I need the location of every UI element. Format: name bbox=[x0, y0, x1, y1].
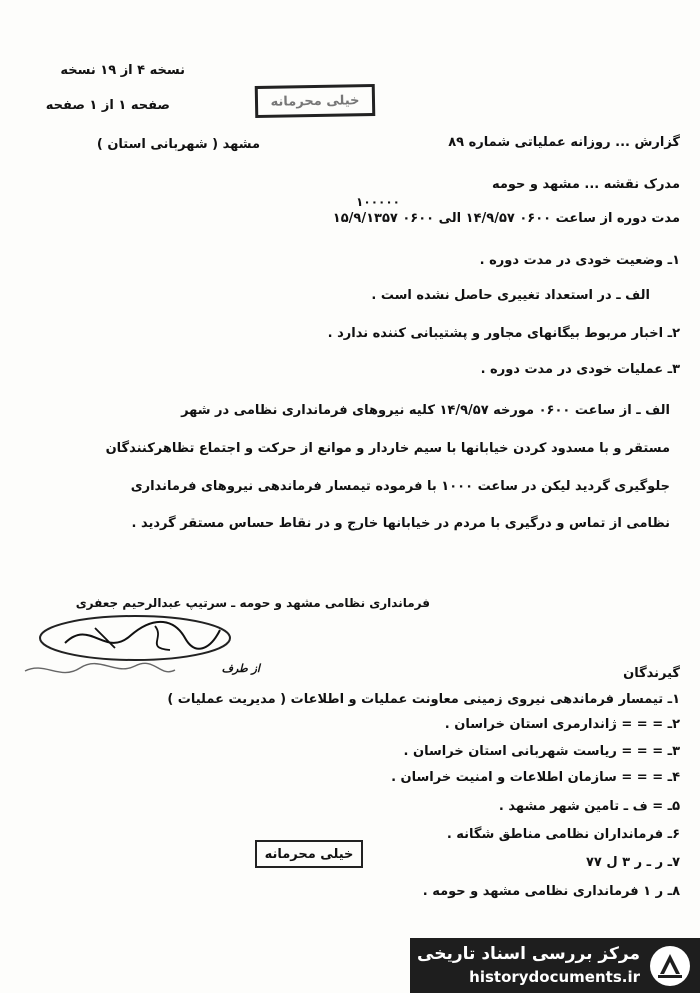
section-3a-line-2: مستقر و با مسدود کردن خیابانها با سیم خاردار و موانع از حرکت و اجتماع تظاهرکنندگان bbox=[105, 441, 670, 456]
recipients-heading: گیرندگان bbox=[623, 666, 680, 681]
recipient-item: ۴ـ = = = سازمان اطلاعات و امنیت خراسان . bbox=[391, 770, 680, 785]
map-scale: ۱۰۰۰۰۰ bbox=[356, 195, 400, 209]
section-2: ۲ـ اخبار مربوط بیگانهای مجاور و پشتیبانی کننده ندارد . bbox=[327, 326, 680, 341]
map-reference: مدرک نقشه ... مشهد و حومه bbox=[491, 177, 680, 192]
recipient-item: ۷ـ ر ـ ر ۳ ل ۷۷ bbox=[585, 855, 680, 870]
on-behalf-label: از طرف bbox=[221, 662, 260, 675]
classification-stamp-text: خیلی محرمانه bbox=[270, 92, 360, 110]
recipient-item: ۵ـ = ف ـ تامین شهر مشهد . bbox=[498, 799, 680, 814]
archive-logo-icon bbox=[648, 944, 692, 988]
archive-url: historydocuments.ir bbox=[469, 968, 640, 986]
signer-line: فرمانداری نظامی مشهد و حومه ـ سرتیپ عبدالرحیم جعفری bbox=[75, 596, 430, 610]
section-1a: الف ـ در استعداد تغییری حاصل نشده است . bbox=[371, 288, 650, 303]
recipient-item: ۲ـ = = = ژاندارمری استان خراسان . bbox=[444, 717, 680, 732]
recipient-item: ۶ـ فرمانداران نظامی مناطق شگانه . bbox=[446, 827, 680, 842]
report-period: مدت دوره از ساعت ۰۶۰۰ ۱۴/۹/۵۷ الی ۰۶۰۰ ۱۵/۹/۱۳۵۷ bbox=[332, 211, 680, 226]
classification-stamp-bottom bbox=[255, 840, 363, 868]
recipient-item: ۳ـ = = = ریاست شهربانی استان خراسان . bbox=[403, 744, 680, 759]
section-3a-line-3: جلوگیری گردید لیکن در ساعت ۱۰۰۰ با فرموده تیمسار فرماندهی نیروهای فرمانداری bbox=[130, 479, 670, 494]
report-title: گزارش ... روزانه عملیاتی شماره ۸۹ bbox=[448, 135, 680, 150]
section-3a-line-1: الف ـ از ساعت ۰۶۰۰ مورخه ۱۴/۹/۵۷ کلیه نیروهای فرمانداری نظامی در شهر bbox=[181, 403, 670, 418]
page-number: صفحه ۱ از ۱ صفحه bbox=[45, 98, 170, 113]
recipient-item: ۱ـ تیمسار فرماندهی نیروی زمینی معاونت عملیات و اطلاعات ( مدیریت عملیات ) bbox=[167, 692, 680, 707]
recipient-item: ۸ـ ر ۱ فرمانداری نظامی مشهد و حومه . bbox=[422, 884, 680, 899]
archive-name: مرکز بررسی اسناد تاریخی bbox=[417, 944, 640, 964]
report-location: مشهد ( شهربانی استان ) bbox=[96, 137, 260, 152]
archive-watermark bbox=[410, 938, 700, 993]
handwritten-note bbox=[20, 656, 180, 686]
classification-stamp-text: خیلی محرمانه bbox=[264, 846, 354, 862]
section-3a-line-4: نظامی از تماس و درگیری با مردم در خیابانها خارج و در نقاط حساس مستقر گردید . bbox=[131, 516, 670, 531]
classification-stamp-top bbox=[255, 84, 376, 118]
copy-number: نسخه ۴ از ۱۹ نسخه bbox=[60, 63, 185, 78]
section-3: ۳ـ عملیات خودی در مدت دوره . bbox=[480, 362, 680, 377]
section-1: ۱ـ وضعیت خودی در مدت دوره . bbox=[479, 253, 680, 268]
